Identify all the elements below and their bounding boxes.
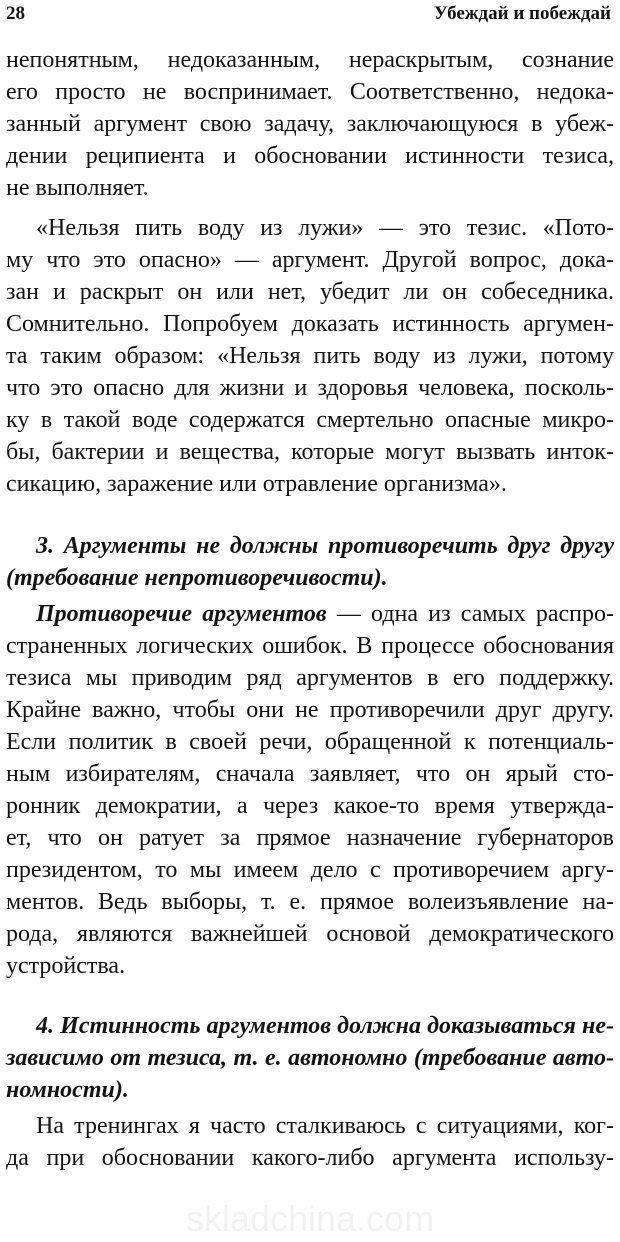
- text-line: непонятным, недоказанным, нераскрытым, сознание: [6, 47, 614, 73]
- text-line: тезиса мы приводим ряд аргументов в его поддержку.: [6, 665, 614, 691]
- text-line: бы, бактерии и вещества, которые могут вызвать инток-: [6, 439, 614, 465]
- text-line: та таким образом: «Нельзя пить воду из лужи, потому: [6, 343, 614, 369]
- emphasis-term: Противоречие аргументов: [36, 601, 327, 627]
- running-title: Убеждай и побеждай: [433, 3, 611, 24]
- text-line: ку в такой воде содержатся смертельно опасные микро-: [6, 407, 614, 433]
- section-heading-4: 4. Истинность аргументов должна доказываться не-: [36, 1013, 614, 1039]
- section-heading-3: 3. Аргументы не должны противоречить друг другу: [36, 533, 614, 559]
- text-line: «Нельзя пить воду из лужи» — это тезис. «Пото-: [36, 215, 614, 241]
- text-line: Крайне важно, чтобы они не противоречили друг другу.: [6, 697, 614, 723]
- text-line: ментов. Ведь выборы, т. е. прямое волеизъявление на-: [6, 889, 614, 915]
- text-fragment: — одна из самых распро-: [326, 601, 614, 627]
- page-header: [0, 0, 620, 30]
- section-heading-3-cont: (требование непротиворечивости).: [6, 565, 388, 591]
- text-line: Сомнительно. Попробуем доказать истинность аргумен-: [6, 311, 614, 337]
- text-line: Если политик в своей речи, обращенной к потенциаль-: [6, 729, 614, 755]
- page-number: 28: [6, 3, 25, 24]
- text-line: его просто не воспринимает. Соответственно, недока-: [6, 79, 614, 105]
- text-line: дении реципиента и обосновании истинности тезиса,: [6, 143, 614, 169]
- text-line: ронник демократии, а через какое-то время утвержда-: [6, 793, 614, 819]
- text-line: ным избирателям, сначала заявляет, что он ярый сто-: [6, 761, 614, 787]
- section-heading-4-cont: номности).: [6, 1077, 129, 1103]
- text-line: сикацию, заражение или отравление организма».: [6, 471, 507, 497]
- text-line: рода, являются важнейшей основой демократического: [6, 921, 614, 947]
- text-line: зан и раскрыт он или нет, убедит ли он собеседника.: [6, 279, 614, 305]
- text-line: му что это опасно» — аргумент. Другой вопрос, дока-: [6, 247, 614, 273]
- text-line: да при обосновании какого-либо аргумента использу-: [6, 1145, 614, 1171]
- watermark: skladchina.com: [185, 1198, 435, 1239]
- text-line: что это опасно для жизни и здоровья человека, посколь-: [6, 375, 614, 401]
- text-line: не выполняет.: [6, 175, 149, 201]
- text-line: президентом, то мы имеем дело с противоречием аргу-: [6, 857, 614, 883]
- text-line: страненных логических ошибок. В процессе обоснования: [6, 633, 614, 659]
- text-line: занный аргумент свою задачу, заключающуюся в убеж-: [6, 111, 614, 137]
- section-heading-4-cont: зависимо от тезиса, т. е. автономно (требование авто-: [6, 1045, 614, 1071]
- text-line: На тренингах я часто сталкиваюсь с ситуациями, ког-: [36, 1113, 614, 1139]
- text-line: ет, что он ратует за прямое назначение губернаторов: [6, 825, 614, 851]
- text-line: устройства.: [6, 953, 126, 979]
- text-line: [36, 598, 614, 630]
